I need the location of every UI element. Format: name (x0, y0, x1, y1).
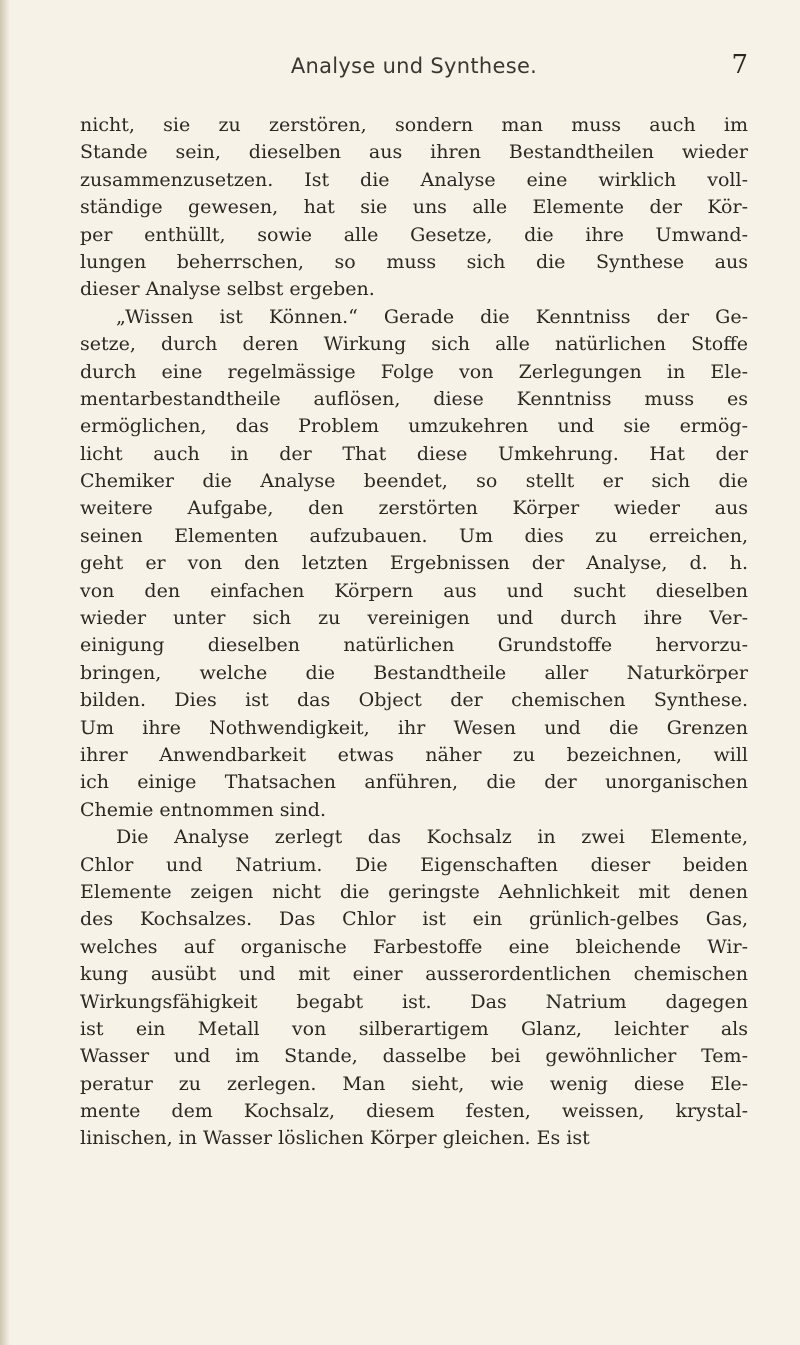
body-text (80, 112, 748, 1153)
text-line: des Kochsalzes. Das Chlor ist ein grünlich-gelbes Gas, (80, 908, 748, 931)
running-header (80, 50, 748, 86)
text-line: mentarbestandtheile auflösen, diese Kenntniss muss es (80, 387, 748, 410)
text-line: Die Analyse zerlegt das Kochsalz in zwei Elemente, (116, 826, 748, 849)
page-number: 7 (731, 50, 748, 80)
text-line: wieder unter sich zu vereinigen und durch ihre Ver- (80, 607, 748, 630)
text-line: ist ein Metall von silberartigem Glanz, leichter als (80, 1017, 748, 1040)
text-line: weitere Aufgabe, den zerstörten Körper wieder aus (80, 497, 748, 520)
text-line: Elemente zeigen nicht die geringste Aehnlichkeit mit denen (80, 880, 748, 903)
text-line: zusammenzusetzen. Ist die Analyse eine wirklich voll- (80, 168, 748, 191)
text-line: licht auch in der That diese Umkehrung. Hat der (80, 442, 748, 465)
running-header-title: Analyse und Synthese. (290, 54, 538, 78)
text-line: setze, durch deren Wirkung sich alle natürlichen Stoffe (80, 333, 748, 356)
text-line: Chemiker die Analyse beendet, so stellt er sich die (80, 470, 748, 493)
text-line: ermöglichen, das Problem umzukehren und sie ermög- (80, 415, 748, 438)
text-line: kung ausübt und mit einer ausserordentlichen chemischen (80, 963, 748, 986)
text-line: Um ihre Nothwendigkeit, ihr Wesen und die Grenzen (80, 716, 748, 739)
text-line: bringen, welche die Bestandtheile aller Naturkörper (80, 661, 748, 684)
text-line: geht er von den letzten Ergebnissen der Analyse, d. h. (80, 552, 748, 575)
text-line: Chlor und Natrium. Die Eigenschaften dieser beiden (80, 853, 748, 876)
text-line: mente dem Kochsalz, diesem festen, weissen, krystal- (80, 1100, 748, 1123)
text-line: welches auf organische Farbestoffe eine bleichende Wir- (80, 935, 748, 958)
text-line: linischen, in Wasser löslichen Körper gleichen. Es ist (80, 1127, 590, 1150)
text-line: Stande sein, dieselben aus ihren Bestandtheilen wieder (80, 141, 748, 164)
text-line: per enthüllt, sowie alle Gesetze, die ihre Umwand- (80, 223, 748, 246)
text-line: durch eine regelmässige Folge von Zerlegungen in Ele- (80, 360, 748, 383)
text-line: bilden. Dies ist das Object der chemischen Synthese. (80, 689, 748, 712)
text-line: nicht, sie zu zerstören, sondern man muss auch im (80, 114, 748, 136)
text-line: ich einige Thatsachen anführen, die der unorganischen (80, 771, 748, 794)
text-line: Wasser und im Stande, dasselbe bei gewöhnlicher Tem- (80, 1045, 748, 1068)
text-line: dieser Analyse selbst ergeben. (80, 278, 375, 301)
text-line: Chemie entnommen sind. (80, 798, 327, 821)
text-line: von den einfachen Körpern aus und sucht dieselben (80, 579, 748, 602)
text-line: peratur zu zerlegen. Man sieht, wie wenig diese Ele- (80, 1072, 748, 1095)
text-line: ihrer Anwendbarkeit etwas näher zu bezeichnen, will (80, 743, 748, 766)
text-line: „Wissen ist Können.“ Gerade die Kenntniss der Ge- (116, 305, 748, 328)
text-line: seinen Elementen aufzubauen. Um dies zu erreichen, (80, 524, 748, 547)
paragraph (80, 112, 748, 304)
text-line: lungen beherrschen, so muss sich die Synthese aus (80, 250, 748, 273)
paragraph (80, 824, 748, 1153)
text-line: ständige gewesen, hat sie uns alle Elemente der Kör- (80, 196, 748, 219)
text-line: einigung dieselben natürlichen Grundstoffe hervorzu- (80, 634, 748, 657)
page-edge-shadow (0, 0, 10, 1345)
paragraph (80, 304, 748, 824)
text-line: Wirkungsfähigkeit begabt ist. Das Natrium dagegen (80, 990, 748, 1013)
